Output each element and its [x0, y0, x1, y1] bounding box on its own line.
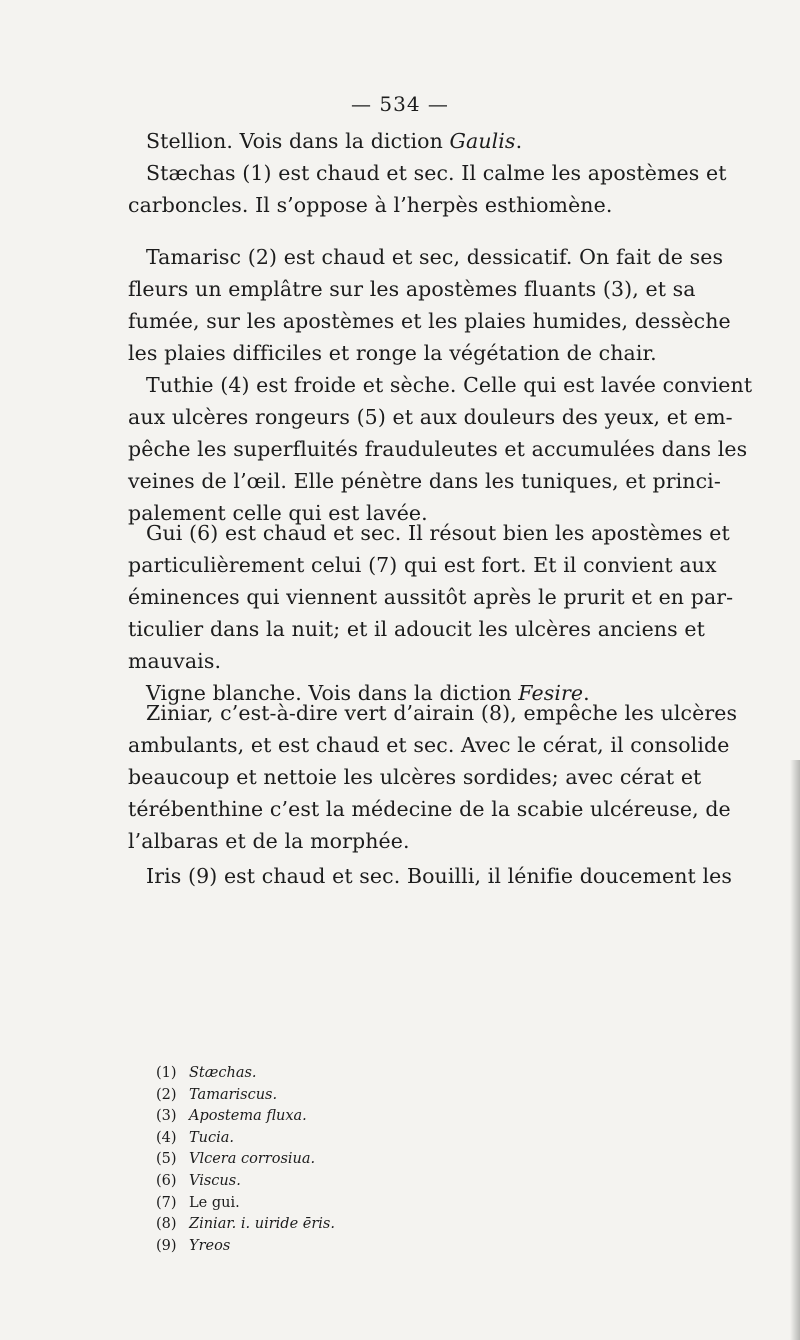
text-run: carboncles. Il s’oppose à l’herpès esthiomène.	[128, 193, 613, 217]
text-run: fleurs un emplâtre sur les apostèmes fluants (3), et sa	[128, 277, 696, 301]
text-line	[128, 157, 728, 189]
text-run: palement celle qui est lavée.	[128, 501, 428, 525]
text-run: ambulants, et est chaud et sec. Avec le cérat, il consolide	[128, 733, 730, 757]
text-line	[128, 793, 731, 825]
text-run: Iris (9) est chaud et sec. Bouilli, il lénifie doucement les	[146, 864, 733, 888]
text-run: térébenthine c’est la médecine de la scabie ulcéreuse, de	[128, 797, 731, 821]
footnote-text: Viscus.	[189, 1172, 241, 1189]
text-line	[128, 729, 728, 761]
text-run: Vigne blanche. Vois dans la diction	[146, 681, 519, 705]
text-line	[128, 401, 733, 433]
paragraph-block	[128, 241, 753, 529]
footnote-number: (5)	[156, 1151, 177, 1168]
footnote-number: (8)	[156, 1216, 177, 1233]
footnote	[156, 1171, 335, 1193]
footnote-text: Vlcera corrosiua.	[189, 1151, 316, 1168]
text-line	[128, 369, 753, 401]
footnote-number: (1)	[156, 1065, 177, 1081]
text-run: Stellion. Vois dans la diction	[146, 129, 450, 153]
text-run: l’albaras et de la morphée.	[128, 829, 410, 853]
text-run: mauvais.	[128, 649, 222, 673]
text-line	[128, 517, 728, 549]
text-run: particulièrement celui (7) qui est fort. Et il convient aux	[128, 553, 717, 577]
footnote	[156, 1085, 335, 1107]
text-run: .	[515, 129, 523, 153]
footnote-text: Stæchas.	[189, 1065, 257, 1081]
text-line	[128, 465, 728, 497]
text-line	[128, 305, 731, 337]
footnote	[156, 1214, 335, 1236]
text-line	[128, 860, 733, 892]
text-line	[128, 825, 728, 857]
footnote	[156, 1063, 335, 1085]
paragraph-block	[128, 125, 728, 221]
text-run: beaucoup et nettoie les ulcères sordides; avec cérat et	[128, 765, 702, 789]
text-run: ticulier dans la nuit; et il adoucit les ulcères anciens et	[128, 617, 705, 641]
footnote	[156, 1106, 335, 1128]
italic-term: Fesire	[518, 681, 584, 705]
footnote-number: (6)	[156, 1172, 177, 1189]
italic-term: Gaulis	[449, 129, 516, 153]
footnote-number: (2)	[156, 1086, 177, 1103]
footnote-text: Apostema fluxa.	[189, 1108, 307, 1125]
footnote-number: (7)	[156, 1194, 177, 1211]
paragraph-block	[128, 697, 738, 857]
footnote-number: (9)	[156, 1237, 177, 1254]
text-line	[128, 697, 738, 729]
text-run: Stæchas (1) est chaud et sec. Il calme les apostèmes et	[146, 161, 727, 185]
footnote	[156, 1193, 335, 1215]
footnote-number: (3)	[156, 1108, 177, 1125]
text-run: éminences qui viennent aussitôt après le prurit et en par-	[128, 585, 734, 609]
footnote-text: Tamariscus.	[189, 1086, 278, 1103]
text-line	[128, 645, 728, 677]
paragraph-block	[128, 517, 734, 709]
footnote-text: Tucia.	[189, 1129, 235, 1146]
text-run: Tuthie (4) est froide et sèche. Celle qui est lavée convient	[146, 373, 753, 397]
footnote-number: (4)	[156, 1129, 177, 1146]
text-run: pêche les superfluités frauduleutes et accumulées dans les	[128, 437, 748, 461]
text-run: aux ulcères rongeurs (5) et aux douleurs des yeux, et em-	[128, 405, 733, 429]
text-run: Tamarisc (2) est chaud et sec, dessicatif. On fait de ses	[146, 245, 724, 269]
text-line	[128, 433, 748, 465]
footnote-text: Le gui.	[189, 1194, 240, 1211]
text-run: Ziniar, c’est-à-dire vert d’airain (8), empêche les ulcères	[146, 701, 738, 725]
footnote-text: Ziniar. i. uiride ēris.	[189, 1216, 335, 1233]
footnote	[156, 1149, 335, 1171]
text-run: Gui (6) est chaud et sec. Il résout bien les apostèmes et	[146, 521, 730, 545]
text-line	[128, 613, 728, 645]
text-line	[128, 761, 728, 793]
text-run: veines de l’œil. Elle pénètre dans les tuniques, et princi-	[128, 469, 721, 493]
text-line	[128, 241, 728, 273]
page-edge-shadow	[790, 760, 800, 1340]
text-line	[128, 273, 728, 305]
footnote	[156, 1236, 335, 1258]
text-run: .	[583, 681, 590, 705]
text-line	[128, 189, 728, 221]
paragraph-block	[128, 860, 733, 892]
footnote-text: Yreos	[189, 1237, 231, 1254]
text-line	[128, 337, 728, 369]
footnotes	[156, 1063, 335, 1257]
text-line	[128, 549, 728, 581]
page-number: — 534 —	[351, 92, 449, 116]
text-run: fumée, sur les apostèmes et les plaies humides, dessèche	[128, 309, 731, 333]
footnote	[156, 1128, 335, 1150]
text-line	[128, 581, 734, 613]
text-line	[128, 125, 728, 157]
text-run: les plaies difficiles et ronge la végétation de chair.	[128, 341, 657, 365]
